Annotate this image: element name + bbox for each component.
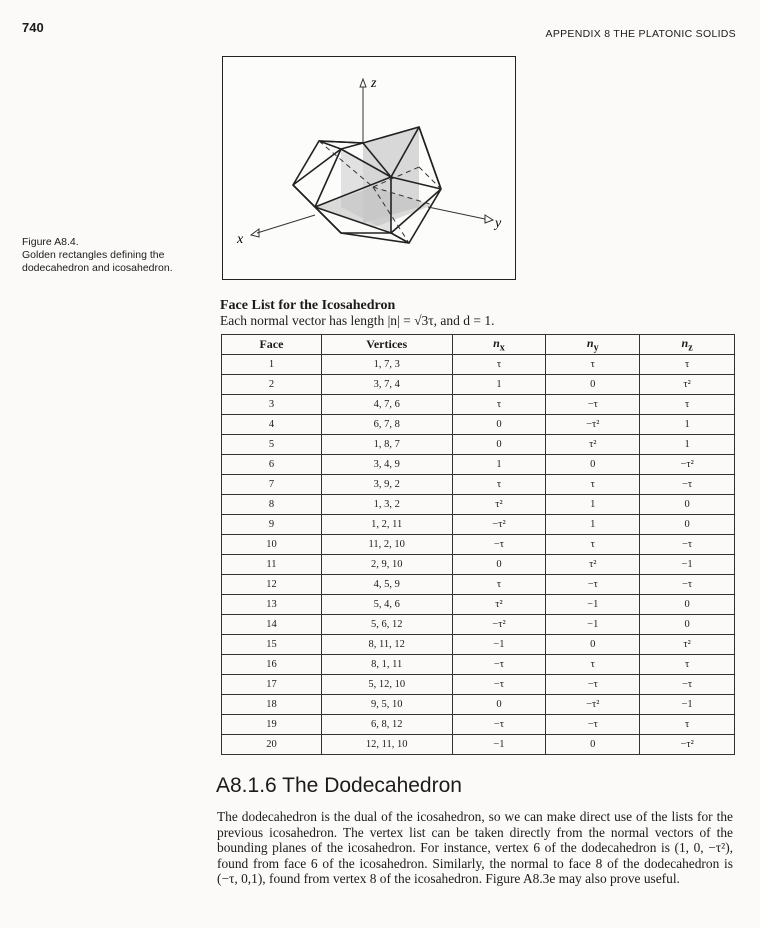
table-row bbox=[222, 495, 735, 515]
vertices-cell: 11, 2, 10 bbox=[321, 535, 452, 555]
nx-cell: 0 bbox=[452, 435, 546, 455]
header-ny: $n_y$ bbox=[546, 335, 640, 355]
table-row bbox=[222, 575, 735, 595]
vertices-cell: 3, 4, 9 bbox=[321, 455, 452, 475]
nz-cell: −τ bbox=[640, 575, 735, 595]
table-row bbox=[222, 415, 735, 435]
face-cell: 11 bbox=[222, 555, 322, 575]
nx-cell: τ bbox=[452, 355, 546, 375]
face-cell: 20 bbox=[222, 735, 322, 755]
nx-cell: −1 bbox=[452, 635, 546, 655]
face-cell: 1 bbox=[222, 355, 322, 375]
nx-cell: τ bbox=[452, 475, 546, 495]
table-row bbox=[222, 555, 735, 575]
nz-cell: −1 bbox=[640, 695, 735, 715]
nz-cell: τ² bbox=[640, 375, 735, 395]
table-header-row bbox=[222, 335, 735, 355]
nz-cell: 1 bbox=[640, 435, 735, 455]
table-row bbox=[222, 635, 735, 655]
table-body bbox=[222, 355, 735, 755]
table-row bbox=[222, 375, 735, 395]
vertices-cell: 3, 7, 4 bbox=[321, 375, 452, 395]
ny-cell: τ bbox=[546, 475, 640, 495]
header-vertices: Vertices bbox=[321, 335, 452, 355]
vertices-cell: 1, 3, 2 bbox=[321, 495, 452, 515]
table-row bbox=[222, 395, 735, 415]
table-subtitle: Each normal vector has length |n| = √3τ, and d = 1. bbox=[220, 313, 495, 328]
nz-cell: −τ² bbox=[640, 735, 735, 755]
table-row bbox=[222, 595, 735, 615]
vertices-cell: 8, 11, 12 bbox=[321, 635, 452, 655]
nz-cell: 1 bbox=[640, 415, 735, 435]
ny-cell: τ² bbox=[546, 435, 640, 455]
table-row bbox=[222, 515, 735, 535]
nz-cell: 0 bbox=[640, 595, 735, 615]
nx-cell: 0 bbox=[452, 555, 546, 575]
nx-cell: −τ bbox=[452, 535, 546, 555]
face-cell: 9 bbox=[222, 515, 322, 535]
nz-cell: −τ² bbox=[640, 455, 735, 475]
vertices-cell: 5, 4, 6 bbox=[321, 595, 452, 615]
golden-rectangles-illustration bbox=[223, 57, 515, 279]
nx-cell: −1 bbox=[452, 735, 546, 755]
face-cell: 17 bbox=[222, 675, 322, 695]
table-row bbox=[222, 615, 735, 635]
nz-cell: −τ bbox=[640, 675, 735, 695]
ny-cell: 0 bbox=[546, 635, 640, 655]
running-head: APPENDIX 8 THE PLATONIC SOLIDS bbox=[545, 28, 736, 40]
face-cell: 3 bbox=[222, 395, 322, 415]
ny-cell: −τ bbox=[546, 575, 640, 595]
nz-cell: 0 bbox=[640, 615, 735, 635]
nx-cell: 0 bbox=[452, 695, 546, 715]
nz-cell: τ bbox=[640, 355, 735, 375]
nx-cell: τ bbox=[452, 575, 546, 595]
ny-cell: τ² bbox=[546, 555, 640, 575]
header-nz: $n_z$ bbox=[640, 335, 735, 355]
table-row bbox=[222, 355, 735, 375]
ny-cell: 1 bbox=[546, 515, 640, 535]
ny-cell: −τ bbox=[546, 675, 640, 695]
ny-cell: −τ² bbox=[546, 415, 640, 435]
nz-cell: τ bbox=[640, 655, 735, 675]
nx-cell: −τ bbox=[452, 675, 546, 695]
table-row bbox=[222, 455, 735, 475]
table-row bbox=[222, 535, 735, 555]
y-axis-label: y bbox=[495, 216, 502, 231]
table-row bbox=[222, 435, 735, 455]
ny-cell: 0 bbox=[546, 455, 640, 475]
nz-cell: 0 bbox=[640, 495, 735, 515]
face-cell: 5 bbox=[222, 435, 322, 455]
vertices-cell: 4, 7, 6 bbox=[321, 395, 452, 415]
page-number: 740 bbox=[22, 20, 44, 35]
face-cell: 6 bbox=[222, 455, 322, 475]
table-title: Face List for the Icosahedron bbox=[220, 298, 396, 313]
ny-cell: −τ² bbox=[546, 695, 640, 715]
nx-cell: −τ² bbox=[452, 515, 546, 535]
nx-cell: −τ² bbox=[452, 615, 546, 635]
nz-cell: −τ bbox=[640, 535, 735, 555]
vertices-cell: 9, 5, 10 bbox=[321, 695, 452, 715]
nx-cell: 0 bbox=[452, 415, 546, 435]
nx-cell: τ² bbox=[452, 495, 546, 515]
header-face: Face bbox=[222, 335, 322, 355]
vertices-cell: 5, 12, 10 bbox=[321, 675, 452, 695]
nx-cell: −τ bbox=[452, 655, 546, 675]
figure-caption-label: Figure A8.4. bbox=[22, 236, 79, 248]
ny-cell: τ bbox=[546, 355, 640, 375]
ny-cell: 1 bbox=[546, 495, 640, 515]
vertices-cell: 4, 5, 9 bbox=[321, 575, 452, 595]
vertices-cell: 5, 6, 12 bbox=[321, 615, 452, 635]
face-cell: 2 bbox=[222, 375, 322, 395]
face-cell: 15 bbox=[222, 635, 322, 655]
face-cell: 14 bbox=[222, 615, 322, 635]
nz-cell: 0 bbox=[640, 515, 735, 535]
face-cell: 18 bbox=[222, 695, 322, 715]
y-axis-line bbox=[428, 207, 485, 219]
face-cell: 4 bbox=[222, 415, 322, 435]
nz-cell: −1 bbox=[640, 555, 735, 575]
x-axis-label: x bbox=[237, 232, 244, 247]
nz-cell: τ² bbox=[640, 635, 735, 655]
y-axis-arrow bbox=[485, 215, 493, 223]
vertices-cell: 3, 9, 2 bbox=[321, 475, 452, 495]
ny-cell: −1 bbox=[546, 595, 640, 615]
face-cell: 16 bbox=[222, 655, 322, 675]
face-cell: 10 bbox=[222, 535, 322, 555]
table-row bbox=[222, 675, 735, 695]
vertices-cell: 1, 7, 3 bbox=[321, 355, 452, 375]
vertices-cell: 2, 9, 10 bbox=[321, 555, 452, 575]
table-row bbox=[222, 715, 735, 735]
face-cell: 8 bbox=[222, 495, 322, 515]
vertices-cell: 1, 8, 7 bbox=[321, 435, 452, 455]
nx-cell: τ bbox=[452, 395, 546, 415]
z-axis-label: z bbox=[371, 76, 377, 91]
ny-cell: τ bbox=[546, 535, 640, 555]
ny-cell: τ bbox=[546, 655, 640, 675]
face-cell: 19 bbox=[222, 715, 322, 735]
icosahedron-figure bbox=[222, 56, 516, 280]
ny-cell: −τ bbox=[546, 715, 640, 735]
nz-cell: −τ bbox=[640, 475, 735, 495]
ny-cell: 0 bbox=[546, 375, 640, 395]
section-body-text: The dodecahedron is the dual of the icosahedron, so we can make direct use of the lists for the previous icosahedron. The vertex list can be taken directly from the normal vectors of the bounding planes of the icosahedron. For instance, vertex 6 of the dodecahedron is (1, 0, −τ²), found from face 6 of the icosahedron. Similarly, the normal to face 8 of the dodecahedron is (−τ, 0,1), found from vertex 8 of the icosahedron. Figure A8.3e may also prove useful. bbox=[217, 809, 733, 887]
nx-cell: 1 bbox=[452, 375, 546, 395]
figure-caption-text: Golden rectangles defining the dodecahedron and icosahedron. bbox=[22, 249, 173, 274]
nx-cell: τ² bbox=[452, 595, 546, 615]
vertices-cell: 1, 2, 11 bbox=[321, 515, 452, 535]
header-nx: $n_x$ bbox=[452, 335, 546, 355]
table-row bbox=[222, 655, 735, 675]
face-cell: 13 bbox=[222, 595, 322, 615]
vertices-cell: 6, 8, 12 bbox=[321, 715, 452, 735]
ny-cell: 0 bbox=[546, 735, 640, 755]
ny-cell: −τ bbox=[546, 395, 640, 415]
face-cell: 12 bbox=[222, 575, 322, 595]
face-list-table bbox=[221, 334, 735, 755]
section-heading: A8.1.6 The Dodecahedron bbox=[216, 774, 462, 797]
table-row bbox=[222, 475, 735, 495]
vertices-cell: 6, 7, 8 bbox=[321, 415, 452, 435]
table-row bbox=[222, 695, 735, 715]
ny-cell: −1 bbox=[546, 615, 640, 635]
table-row bbox=[222, 735, 735, 755]
nz-cell: τ bbox=[640, 395, 735, 415]
x-axis-line bbox=[257, 215, 315, 233]
figure-caption bbox=[22, 236, 212, 275]
face-cell: 7 bbox=[222, 475, 322, 495]
vertices-cell: 12, 11, 10 bbox=[321, 735, 452, 755]
nz-cell: τ bbox=[640, 715, 735, 735]
nx-cell: 1 bbox=[452, 455, 546, 475]
vertices-cell: 8, 1, 11 bbox=[321, 655, 452, 675]
z-axis-arrow bbox=[360, 79, 366, 87]
nx-cell: −τ bbox=[452, 715, 546, 735]
